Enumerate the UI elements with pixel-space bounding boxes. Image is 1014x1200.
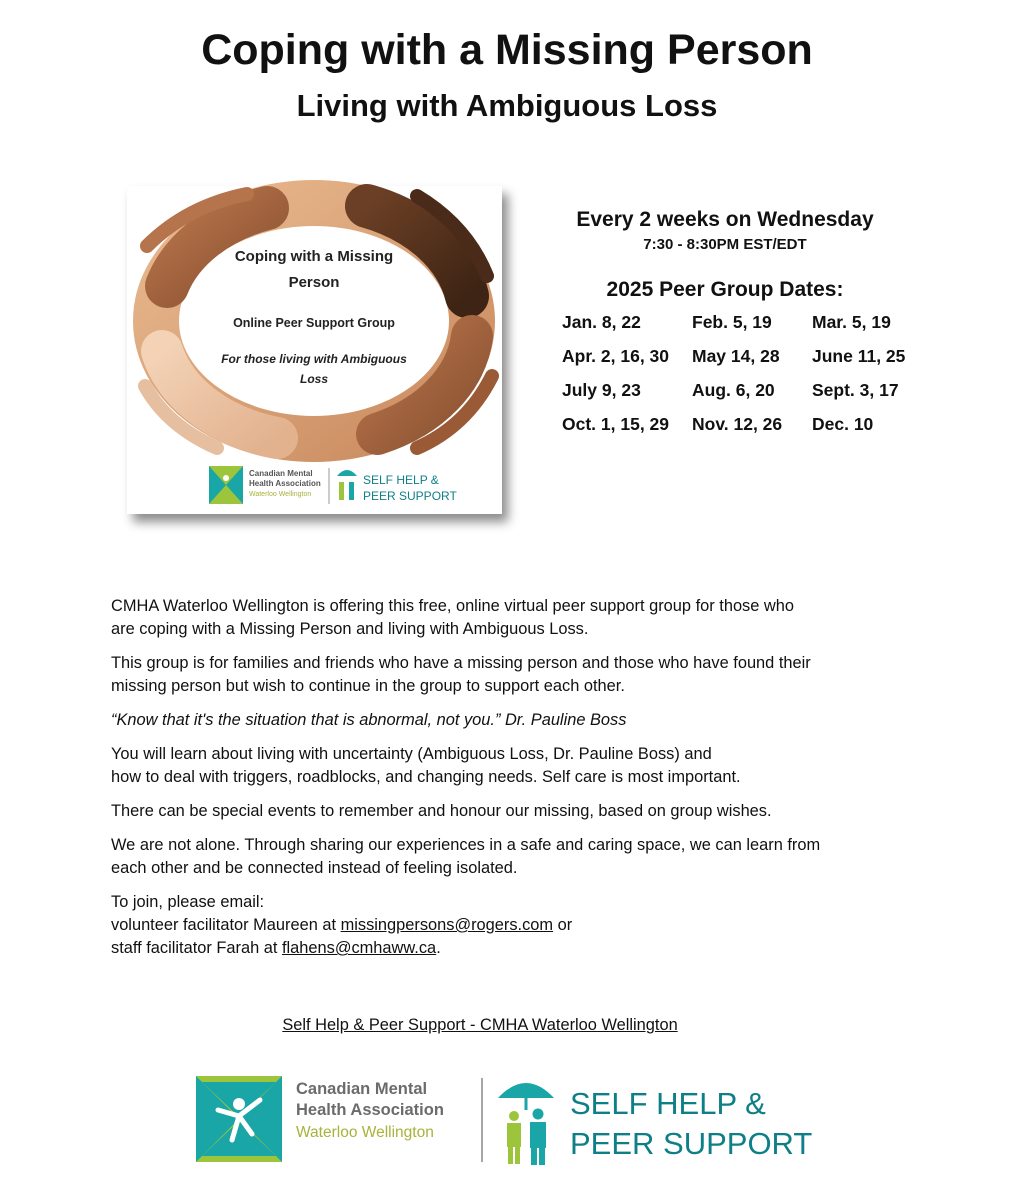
flyer-logo-program-line1: SELF HELP & — [363, 473, 439, 487]
join-intro: To join, please email: — [111, 893, 265, 911]
flyer-cmha-logo — [205, 462, 457, 508]
learn-line-1: You will learn about living with uncertainty (Ambiguous Loss, Dr. Pauline Boss) and — [111, 745, 712, 763]
schedule-dates-heading: 2025 Peer Group Dates: — [606, 278, 844, 301]
date-cell: Sept. 3, 17 — [812, 380, 899, 400]
footer-link[interactable]: Self Help & Peer Support - CMHA Waterloo Wellington — [282, 1016, 678, 1034]
volunteer-email-link[interactable]: missingpersons@rogers.com — [340, 916, 554, 934]
date-cell: Nov. 12, 26 — [692, 414, 783, 434]
date-cell: Mar. 5, 19 — [812, 312, 891, 332]
flyer-logo-org-line1: Canadian Mental — [249, 469, 313, 478]
schedule-frequency: Every 2 weeks on Wednesday — [576, 208, 874, 231]
flyer-logo-org-line2: Health Association — [249, 479, 321, 488]
date-cell: May 14, 28 — [692, 346, 780, 366]
date-cell: June 11, 25 — [812, 346, 906, 366]
intro-paragraph: CMHA Waterloo Wellington is offering this free, online virtual peer support group for those who are coping with a Missing Person and living with Ambiguous Loss. — [111, 597, 794, 638]
join-volunteer-prefix: volunteer facilitator Maureen at — [111, 916, 341, 934]
description — [111, 595, 851, 971]
date-cell: Apr. 2, 16, 30 — [562, 346, 670, 366]
schedule-time: 7:30 - 8:30PM EST/EDT — [643, 236, 807, 253]
hands-circle-photo — [127, 186, 502, 456]
page-title: Coping with a Missing Person — [201, 26, 813, 74]
footer-org-line1: Canadian Mental — [296, 1080, 428, 1098]
dates-row — [562, 380, 922, 414]
schedule-dates-grid — [562, 312, 922, 448]
dates-row — [562, 346, 922, 380]
events-paragraph: There can be special events to remember and honour our missing, based on group wishes. — [111, 802, 772, 820]
date-cell: Oct. 1, 15, 29 — [562, 414, 670, 434]
flyer-title: Coping with a Missing Person — [234, 248, 394, 291]
audience-paragraph: This group is for families and friends who have a missing person and those who have found their missing person but wish to continue in the group to support each other. — [111, 654, 811, 695]
join-staff-suffix: . — [436, 939, 441, 957]
flyer-audience: For those living with Ambiguous Loss — [221, 352, 407, 386]
flyer-group-type: Online Peer Support Group — [233, 316, 395, 330]
footer-logo — [196, 1070, 813, 1170]
cmha-logo-icon — [196, 1076, 282, 1162]
dates-row — [562, 414, 922, 448]
footer-program-line2: PEER SUPPORT — [570, 1126, 813, 1161]
date-cell: Aug. 6, 20 — [692, 380, 775, 400]
footer-org-line3: Waterloo Wellington — [296, 1124, 434, 1141]
join-volunteer-suffix: or — [553, 916, 573, 934]
flyer-image — [127, 186, 502, 514]
not-alone-paragraph: We are not alone. Through sharing our experiences in a safe and caring space, we can learn from each other and be connected instead of feeling isolated. — [111, 836, 821, 877]
flyer-logo-org-line3: Waterloo Wellington — [249, 491, 312, 498]
join-paragraph — [111, 891, 851, 960]
quote: “Know that it's the situation that is abnormal, not you.” Dr. Pauline Boss — [111, 711, 627, 729]
learn-paragraph — [111, 743, 851, 789]
date-cell: Dec. 10 — [812, 414, 874, 434]
learn-line-2: how to deal with triggers, roadblocks, and changing needs. Self care is most important. — [111, 768, 741, 786]
join-staff-prefix: staff facilitator Farah at — [111, 939, 282, 957]
staff-email-link[interactable]: flahens@cmhaww.ca — [281, 939, 437, 957]
footer-org-line2: Health Association — [296, 1101, 444, 1119]
flyer-logo-program-line2: PEER SUPPORT — [363, 489, 457, 503]
date-cell: July 9, 23 — [562, 380, 641, 400]
umbrella-people-icon — [498, 1083, 554, 1165]
dates-row — [562, 312, 922, 346]
date-cell: Feb. 5, 19 — [692, 312, 772, 332]
date-cell: Jan. 8, 22 — [562, 312, 641, 332]
footer-program-line1: SELF HELP & — [570, 1086, 766, 1121]
page-subtitle: Living with Ambiguous Loss — [296, 88, 718, 123]
